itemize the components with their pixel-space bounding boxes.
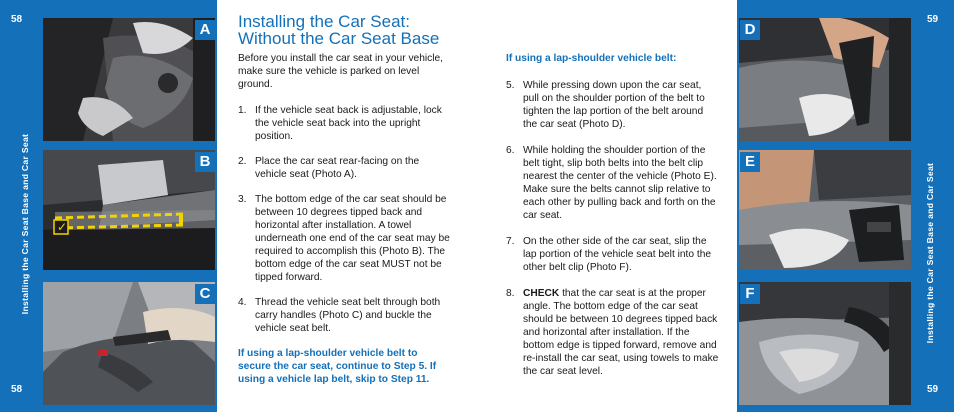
step-number: 8. bbox=[506, 288, 515, 299]
section-title bbox=[238, 14, 478, 47]
check-icon: ✓ bbox=[56, 220, 68, 234]
step-number: 3. bbox=[238, 194, 247, 205]
photo-c-label: C bbox=[195, 284, 215, 304]
step-item bbox=[238, 193, 452, 284]
step-number: 6. bbox=[506, 145, 515, 156]
photo-a-label: A bbox=[195, 20, 215, 40]
lap-shoulder-heading: If using a lap-shoulder vehicle belt: bbox=[506, 53, 677, 64]
step-text: The bottom edge of the car seat should be between 10 degrees tipped back and horizontal after installation. A towel underneath one end of the car seat may be required to accomplish this (Photo B). The bottom edge of the car seat MUST not be tipped forward. bbox=[255, 194, 450, 283]
photo-d bbox=[739, 18, 911, 141]
step-text bbox=[523, 287, 720, 378]
photo-f-label: F bbox=[740, 284, 760, 304]
step-number: 2. bbox=[238, 156, 247, 167]
step-item bbox=[238, 296, 452, 335]
intro-paragraph: Before you install the car seat in your vehicle, make sure the vehicle is parked on level ground. bbox=[238, 53, 443, 90]
page-number-top-left: 58 bbox=[11, 14, 23, 25]
section-title-line2: Without the Car Seat Base bbox=[238, 28, 440, 48]
photo-a bbox=[43, 18, 215, 141]
page-number-bottom-left: 58 bbox=[11, 384, 23, 395]
step-item bbox=[506, 79, 720, 131]
step-8-text: that the car seat is at the proper angle. The bottom edge of the car seat should be between 10 degrees tipped back and horizontal after installation. If the bottom edge is tipped forward, remove and re-install the car seat, using towels to make the car seat level. bbox=[523, 288, 719, 377]
step-text: Place the car seat rear-facing on the vehicle seat (Photo A). bbox=[255, 156, 420, 180]
photo-d-label: D bbox=[740, 20, 760, 40]
photo-e-label: E bbox=[740, 152, 760, 172]
step-item bbox=[506, 287, 720, 378]
step-item bbox=[506, 144, 720, 222]
right-side-label: Installing the Car Seat Base and Car Seat bbox=[925, 162, 935, 344]
step-item bbox=[238, 104, 452, 143]
step-number: 5. bbox=[506, 80, 515, 91]
photo-b bbox=[43, 150, 215, 270]
photo-b-label: B bbox=[195, 152, 215, 172]
step-text: While holding the shoulder portion of the belt tight, slip both belts into the belt clip nearest the center of the vehicle (Photo E). Make sure the belts cannot slip relative to each other by pulling back and forth on the car seat. bbox=[523, 145, 717, 221]
step-number: 4. bbox=[238, 297, 247, 308]
left-side-label: Installing the Car Seat Base and Car Seat bbox=[20, 133, 30, 315]
step-number: 1. bbox=[238, 105, 247, 116]
step-number: 7. bbox=[506, 236, 515, 247]
step-item bbox=[506, 235, 720, 274]
step-text: If the vehicle seat back is adjustable, lock the vehicle seat back into the upright position. bbox=[255, 105, 442, 142]
step-text: On the other side of the car seat, slip the lap portion of the vehicle seat belt into the other belt clip (Photo F). bbox=[523, 236, 712, 273]
step-text: While pressing down upon the car seat, pull on the shoulder portion of the belt to tighten the lap portion of the belt around the car seat (Photo D). bbox=[523, 80, 705, 130]
lap-shoulder-note: If using a lap-shoulder vehicle belt to secure the car seat, continue to Step 5. If using a vehicle lap belt, skip to Step 11. bbox=[238, 348, 437, 385]
photo-c bbox=[43, 282, 215, 405]
check-keyword: CHECK bbox=[523, 288, 560, 299]
step-item bbox=[238, 155, 452, 181]
page-number-bottom-right: 59 bbox=[927, 384, 939, 395]
photo-e bbox=[739, 150, 911, 270]
page-number-top-right: 59 bbox=[927, 14, 939, 25]
photo-f bbox=[739, 282, 911, 405]
section-title-line1: Installing the Car Seat: bbox=[238, 12, 410, 31]
step-text: Thread the vehicle seat belt through both carry handles (Photo C) and buckle the vehicle seat belt. bbox=[255, 297, 441, 334]
